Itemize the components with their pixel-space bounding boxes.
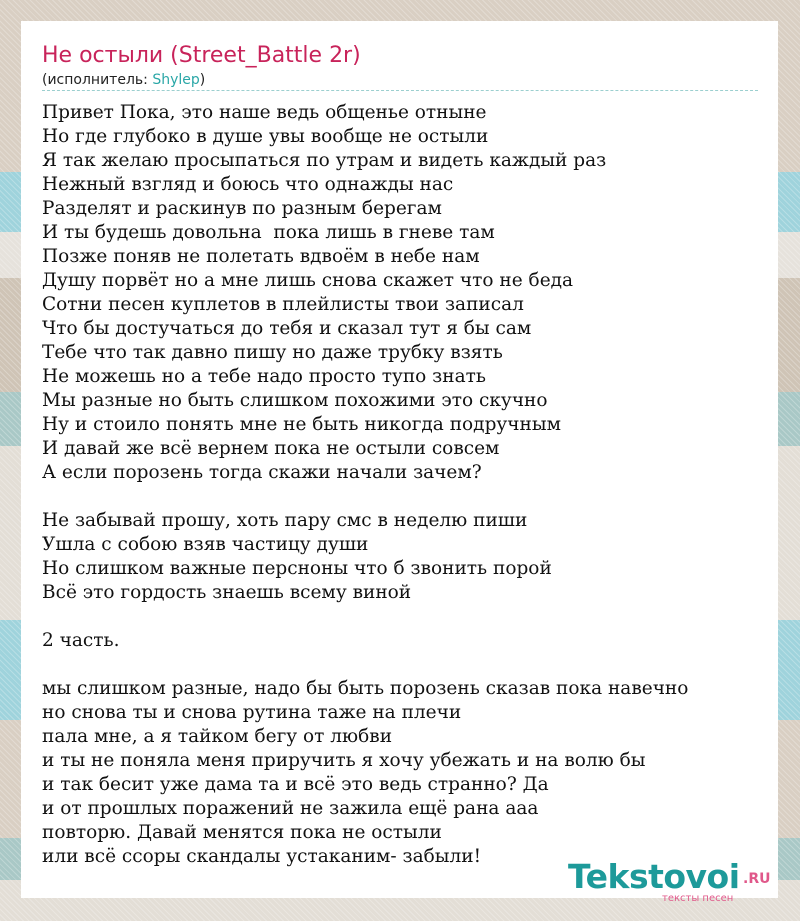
lyric-line: Я так желаю просыпаться по утрам и видеть каждый раз [42, 150, 607, 171]
artist-suffix: ) [199, 72, 206, 88]
lyric-line: Позже поняв не полетать вдвоём в небе нам [42, 246, 480, 267]
lyric-line: мы слишком разные, надо бы быть порозень сказав пока навечно [42, 678, 689, 699]
lyric-line: И давай же всё вернем пока не остыли совсем [42, 438, 500, 459]
lyric-line [42, 605, 688, 629]
site-logo[interactable] [568, 857, 773, 904]
lyric-line: и от прошлых поражений не зажила ещё рана ааа [42, 798, 539, 819]
lyric-line: Сотни песен куплетов в плейлисты твои записал [42, 294, 524, 315]
lyric-line: но снова ты и снова рутина таже на плечи [42, 702, 462, 723]
logo-tagline: тексты песен [662, 893, 734, 904]
lyric-line: Ушла с собою взяв частицу души [42, 534, 369, 555]
lyric-line: Но слишком важные персноны что б звонить порой [42, 558, 552, 579]
lyric-line: Тебе что так давно пишу но даже трубку взять [42, 342, 503, 363]
lyric-line: Мы разные но быть слишком похожими это скучно [42, 390, 548, 411]
lyric-line: Всё это гордость знаешь всему виной [42, 582, 412, 603]
lyric-line: Что бы достучаться до тебя и сказал тут я бы сам [42, 318, 532, 339]
lyric-line: повторю. Давай менятся пока не остыли [42, 822, 442, 843]
lyric-line [42, 653, 688, 677]
lyric-line: И ты будешь довольна пока лишь в гневе там [42, 222, 495, 243]
title-divider [42, 90, 758, 91]
lyric-line: Ну и стоило понять мне не быть никогда подручным [42, 414, 561, 435]
lyrics-card [21, 21, 778, 904]
artist-line [42, 72, 205, 88]
lyric-line: Привет Пока, это наше ведь общенье отныне [42, 102, 487, 123]
lyric-line: Не забывай прошу, хоть пару смс в неделю пиши [42, 510, 528, 531]
logo-tld: .RU [743, 871, 771, 887]
lyric-line: Но где глубоко в душе увы вообще не остыли [42, 126, 489, 147]
lyric-line: А если порозень тогда скажи начали зачем? [42, 462, 482, 483]
lyric-line: Душу порвёт но а мне лишь снова скажет что не беда [42, 270, 574, 291]
artist-link[interactable]: Shylep [152, 72, 200, 88]
lyric-line: пала мне, а я тайком бегу от любви [42, 726, 393, 747]
lyric-line: и ты не поняла меня приручить я хочу убежать и на волю бы [42, 750, 646, 771]
lyric-line: Нежный взгляд и боюсь что однажды нас [42, 174, 454, 195]
lyric-line: или всё ссоры скандалы устаканим- забыли! [42, 846, 482, 867]
logo-wordmark: Tekstovoi [568, 857, 740, 896]
lyric-line: Не можешь но а тебе надо просто тупо знать [42, 366, 486, 387]
lyric-line: Разделят и раскинув по разным берегам [42, 198, 442, 219]
lyric-line [42, 485, 688, 509]
artist-prefix: (исполнитель: [42, 72, 153, 88]
lyric-line: 2 часть. [42, 630, 120, 651]
song-title: Не остыли (Street_Battle 2r) [42, 43, 361, 68]
lyrics-text [42, 101, 688, 869]
lyric-line: и так бесит уже дама та и всё это ведь странно? Да [42, 774, 549, 795]
